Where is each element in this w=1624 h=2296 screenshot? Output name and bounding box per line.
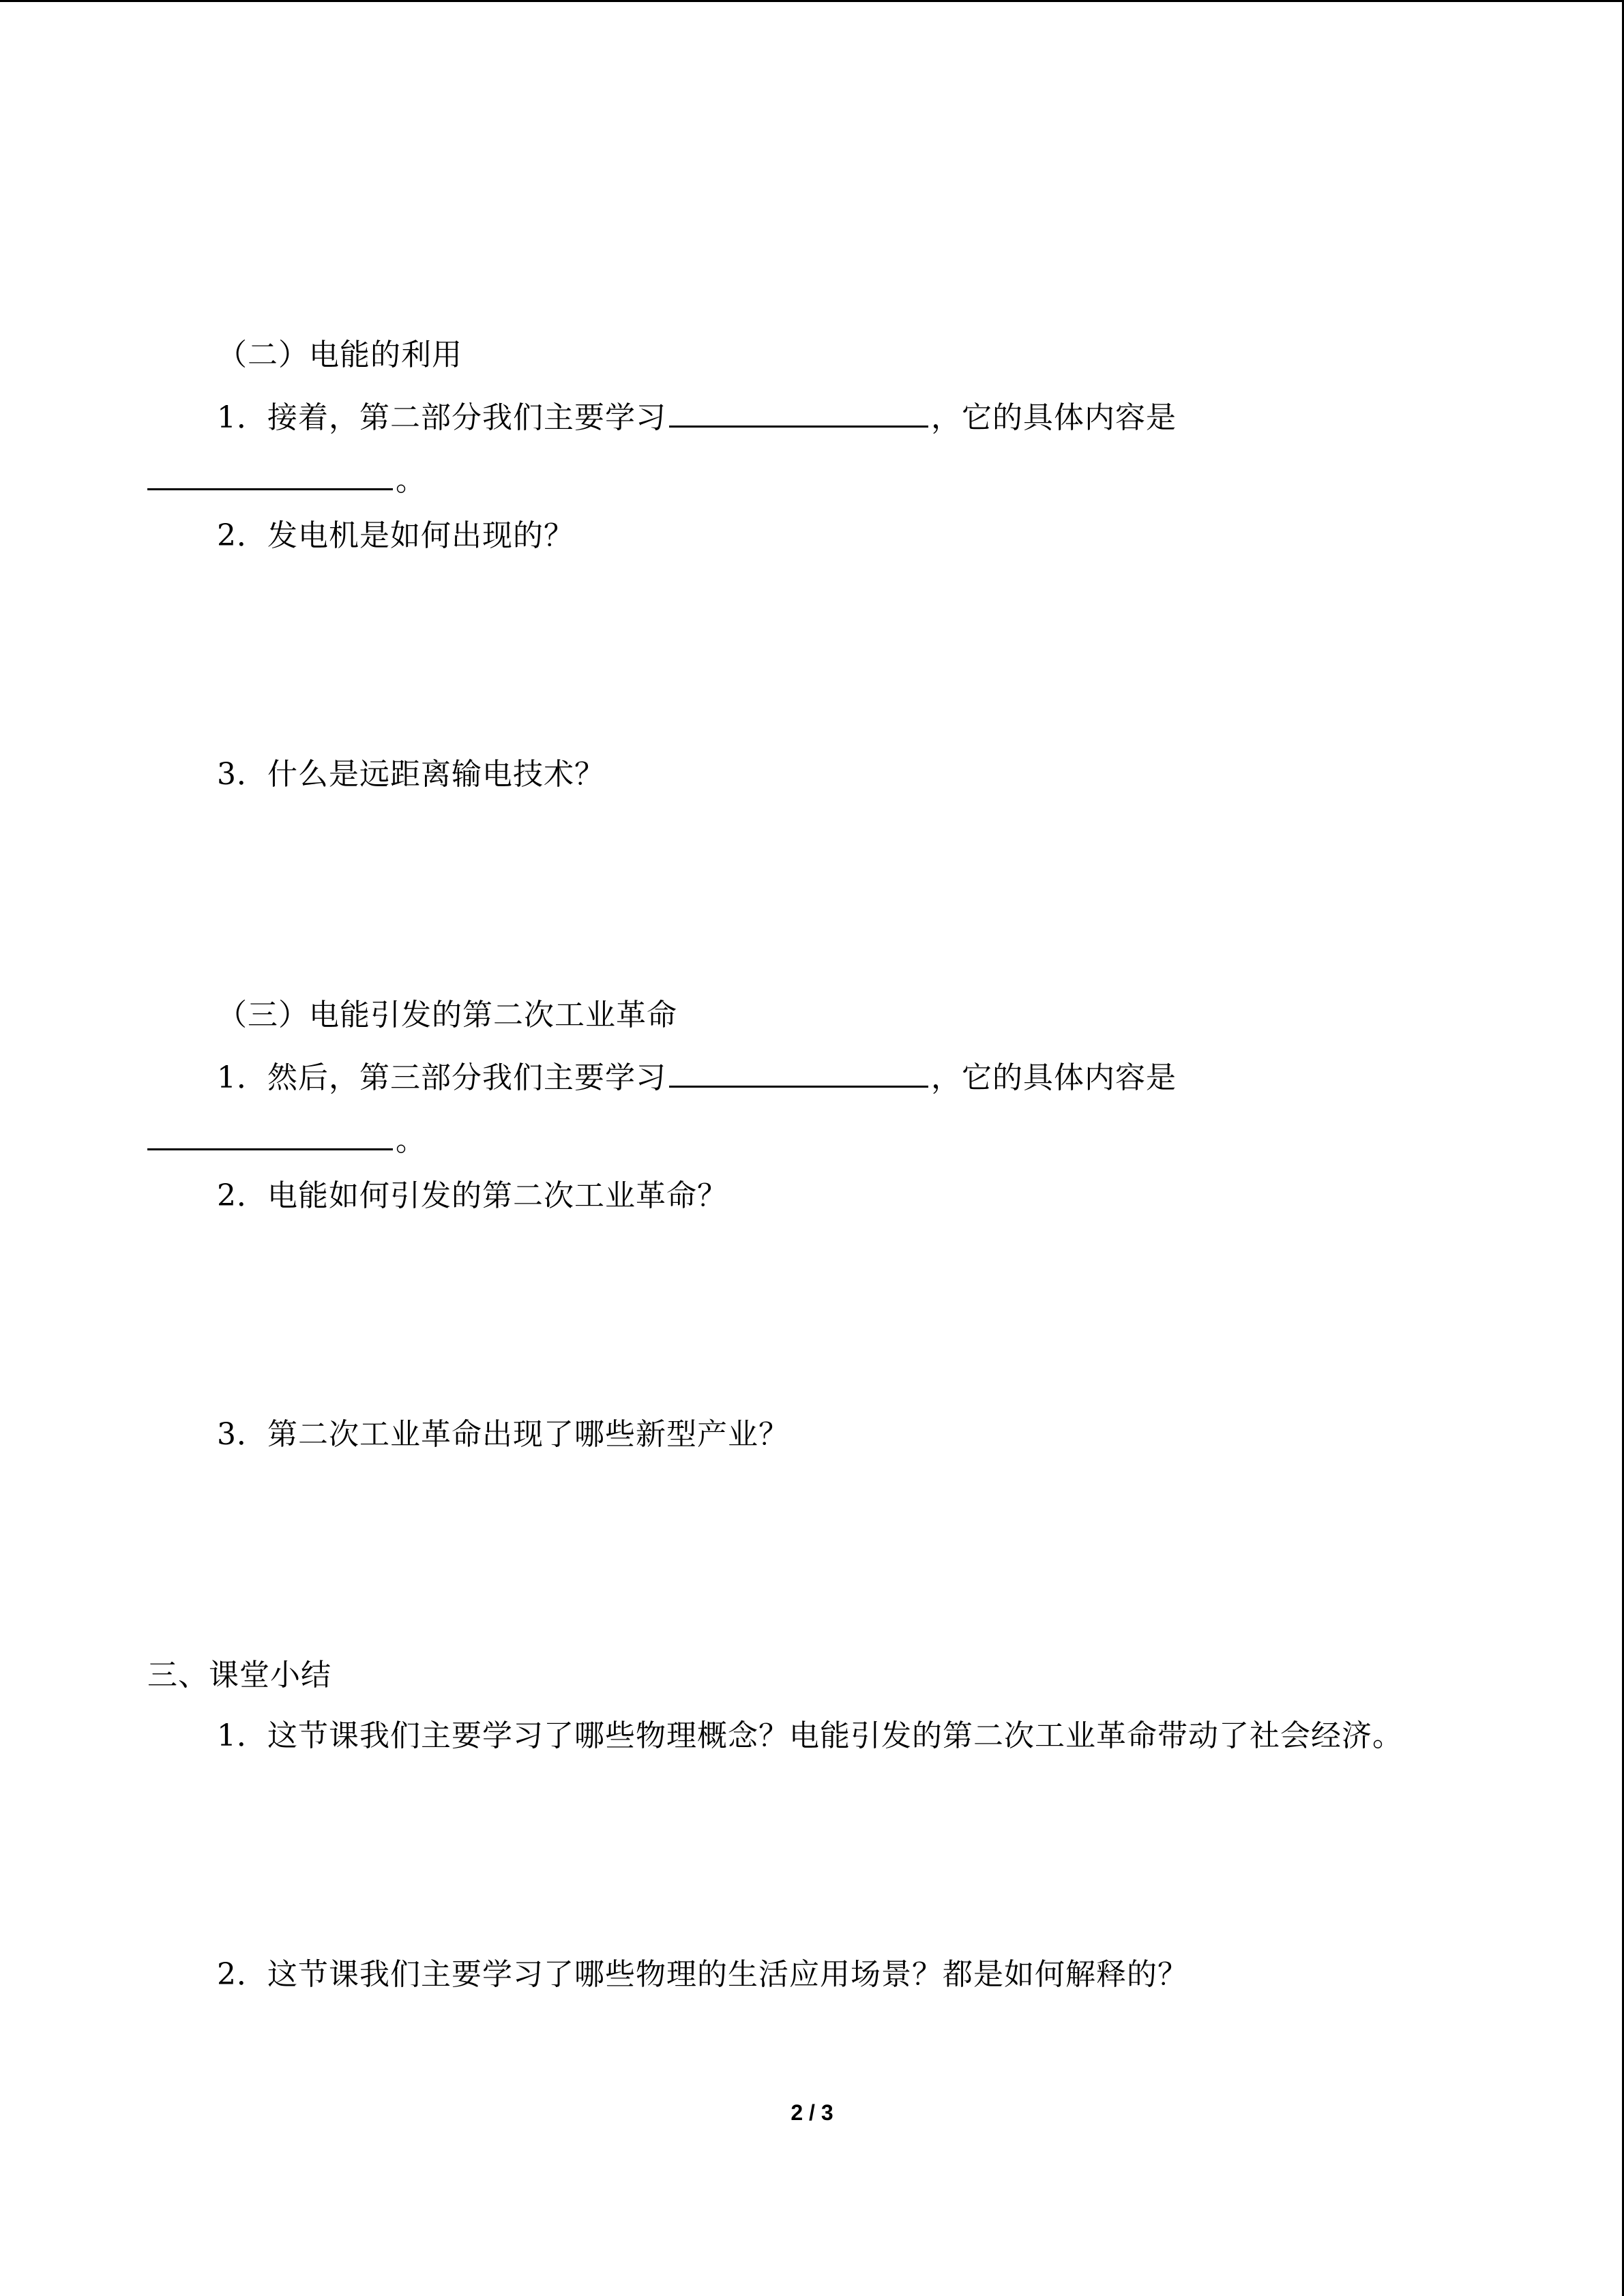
fill-in-blank[interactable] xyxy=(147,458,393,490)
page-number: 2 / 3 xyxy=(791,2100,833,2125)
fill-in-blank[interactable] xyxy=(669,396,928,428)
section-three-q1-prefix: 1．然后，第三部分我们主要学习 xyxy=(217,1060,666,1095)
page-border-top xyxy=(0,0,1624,2)
section-two-question-1 xyxy=(217,396,1177,438)
section-two-question-2: 2．发电机是如何出现的？ xyxy=(217,518,574,553)
section-two-q1-end: 。 xyxy=(396,463,426,498)
section-three-heading: （三）电能引发的第二次工业革命 xyxy=(217,998,677,1032)
summary-heading: 三、课堂小结 xyxy=(147,1658,331,1693)
fill-in-blank[interactable] xyxy=(669,1056,928,1088)
section-three-question-1 xyxy=(217,1056,1177,1099)
section-two-question-1-continuation xyxy=(147,458,426,501)
section-two-question-3: 3．什么是远距离输电技术？ xyxy=(217,757,605,792)
section-two-q1-prefix: 1．接着，第二部分我们主要学习 xyxy=(217,400,666,435)
summary-question-2: 2．这节课我们主要学习了哪些物理的生活应用场景？都是如何解释的？ xyxy=(217,1957,1188,1992)
section-two-heading: （二）电能的利用 xyxy=(217,338,462,372)
section-three-q1-middle: ，它的具体内容是 xyxy=(931,1060,1177,1095)
summary-question-1: 1．这节课我们主要学习了哪些物理概念？电能引发的第二次工业革命带动了社会经济。 xyxy=(217,1718,1403,1753)
section-two-q1-middle: ，它的具体内容是 xyxy=(931,400,1177,435)
section-three-question-1-continuation xyxy=(147,1118,426,1161)
section-three-q1-end: 。 xyxy=(396,1123,426,1158)
section-three-question-3: 3．第二次工业革命出现了哪些新型产业？ xyxy=(217,1417,789,1452)
fill-in-blank[interactable] xyxy=(147,1118,393,1150)
section-three-question-2: 2．电能如何引发的第二次工业革命？ xyxy=(217,1178,728,1213)
